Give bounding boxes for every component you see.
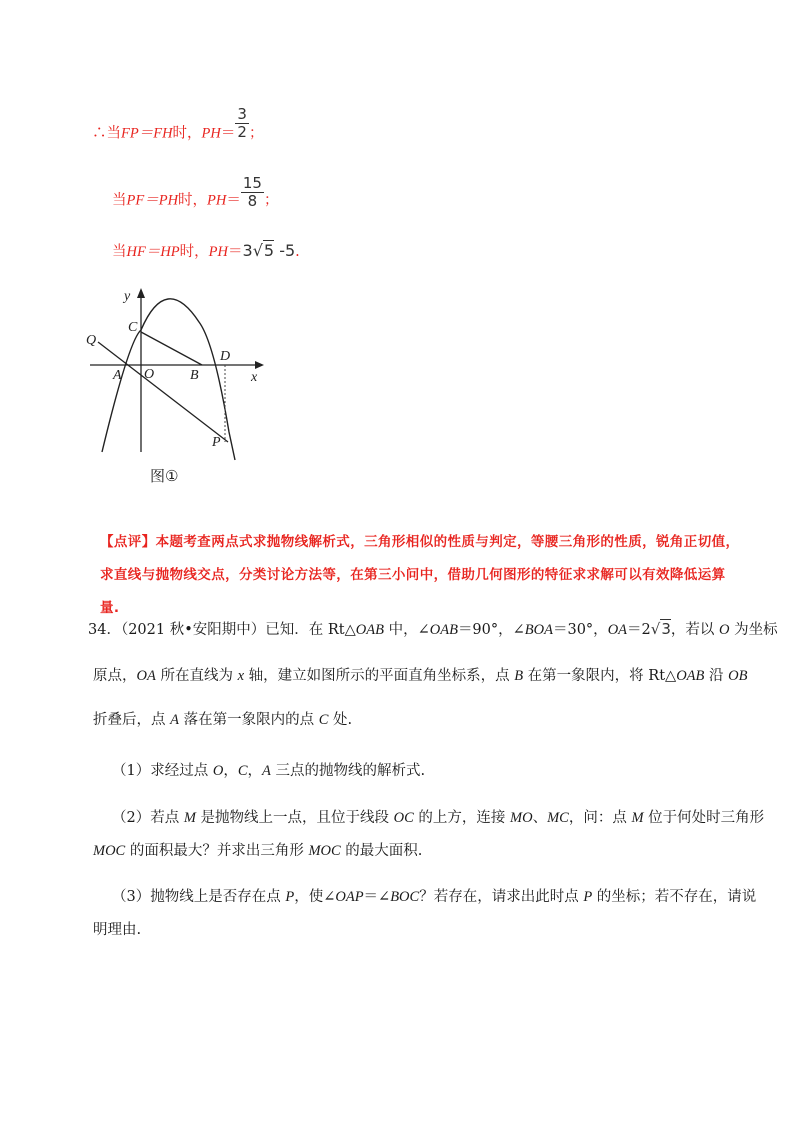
text: ， <box>223 763 238 779</box>
text: 时， <box>179 244 209 260</box>
problem-source: （2021 秋•安阳期中） <box>120 622 266 638</box>
denominator: 8 <box>247 192 258 210</box>
text: 已知．在 Rt△ <box>265 622 356 638</box>
point-name: C <box>237 763 248 779</box>
fraction <box>241 175 264 210</box>
condition: PF＝PH <box>126 192 179 209</box>
numerator: 15 <box>242 174 262 192</box>
y-axis-label: y <box>124 289 131 304</box>
point-name: C <box>318 712 329 728</box>
y-axis-arrow <box>137 288 145 298</box>
text: 的坐标；若不存在，请说 <box>592 889 757 905</box>
question-2-line-2 <box>93 839 422 860</box>
question-3-line-1 <box>112 885 756 906</box>
point-name: B <box>514 668 524 684</box>
fraction <box>235 106 249 141</box>
point-name: M <box>631 810 644 826</box>
problem-number: 34． <box>88 622 121 638</box>
text: ＝30°， <box>552 622 608 638</box>
problem-line-3 <box>93 708 352 729</box>
question-1 <box>112 759 425 780</box>
point-name: P <box>285 889 295 905</box>
point-p-label: P <box>212 435 221 450</box>
text: 是抛物线上一点，且位于线段 <box>195 810 394 826</box>
text: 折叠后，点 <box>93 712 171 728</box>
text: ＝2 <box>627 622 651 638</box>
equals: ＝ <box>228 244 243 260</box>
solution-line-2 <box>112 174 279 218</box>
punct: ； <box>263 192 279 209</box>
variable: PH <box>208 244 229 260</box>
condition: FP＝FH <box>121 125 173 142</box>
variable: PH <box>201 125 221 142</box>
text: 沿 <box>704 668 729 684</box>
therefore-prefix: ∴当 <box>92 125 121 142</box>
punct: ； <box>248 125 264 142</box>
point-o-label: O <box>144 367 155 382</box>
angle-name: BOC <box>390 889 420 905</box>
segment-name: MC <box>547 810 569 826</box>
condition: HF＝HP <box>126 244 180 260</box>
problem-line-1 <box>88 618 778 639</box>
triangle-name: OAB <box>355 622 384 638</box>
text: 轴，建立如图所示的平面直角坐标系，点 <box>244 668 515 684</box>
comment-text: 本题考查两点式求抛物线解析式，三角形相似的性质与判定，等腰三角形的性质，锐角正切值，求直线与抛物线交点，分类讨论方法等，在第三小问中，借助几何图形的特征求求解可以有效降低运算量. <box>100 534 740 616</box>
comment-block <box>100 526 740 625</box>
comment-tag: 【点评】 <box>100 534 156 550</box>
angle-name: OAB <box>429 622 458 638</box>
segment-name: MO <box>510 810 533 826</box>
text: ＝∠ <box>363 889 391 905</box>
text: 中，∠ <box>383 622 430 638</box>
numerator: 3 <box>237 105 247 123</box>
solution-line-1 <box>92 105 264 151</box>
point-name: M <box>183 810 196 826</box>
text: ，使∠ <box>294 889 336 905</box>
point-c-label: C <box>128 320 138 335</box>
angle-name: OAP <box>335 889 364 905</box>
equals: ＝ <box>226 192 241 209</box>
text: 位于何处时三角形 <box>643 810 765 826</box>
text: ＝90°，∠ <box>457 622 525 638</box>
x-axis-arrow <box>255 361 264 369</box>
text: 处. <box>328 712 353 728</box>
problem-line-2 <box>93 664 747 685</box>
text: ， <box>247 763 262 779</box>
text: 原点， <box>93 668 137 684</box>
text: 时， <box>178 192 208 209</box>
text: 明理由. <box>93 922 142 938</box>
x-axis-label: x <box>251 370 258 385</box>
point-name: P <box>583 889 593 905</box>
prefix: 当 <box>112 192 127 209</box>
point-b-label: B <box>190 368 199 383</box>
sqrt-symbol: √5 <box>252 241 275 260</box>
segment-name: OA <box>136 668 156 684</box>
text: （3）抛物线上是否存在点 <box>112 889 286 905</box>
text: 所在直线为 <box>155 668 238 684</box>
text: ？若存在，请求出此时点 <box>419 889 584 905</box>
segment-cb <box>141 332 202 365</box>
text: （2）若点 <box>112 810 184 826</box>
segment-name: OB <box>728 668 748 684</box>
parabola-figure <box>84 282 274 492</box>
segment-name: OA <box>607 622 628 638</box>
punct: . <box>295 244 300 260</box>
point-name: O <box>718 622 730 638</box>
point-name: A <box>262 763 271 779</box>
coefficient: 3 <box>242 241 253 260</box>
text: 、 <box>532 810 548 826</box>
text: 落在第一象限内的点 <box>178 712 319 728</box>
point-name: A <box>170 712 179 728</box>
figure-caption: 图① <box>150 467 179 485</box>
text: （1）求经过点 <box>112 763 213 779</box>
text: ，若以 <box>670 622 719 638</box>
text: 在第一象限内，将 Rt△ <box>523 668 677 684</box>
triangle-name: MOC <box>93 843 126 859</box>
text: 时， <box>172 125 202 142</box>
sqrt-symbol: √3 <box>650 620 671 638</box>
triangle-name: MOC <box>308 843 341 859</box>
solution-line-3 <box>112 240 300 261</box>
text: 的上方，连接 <box>413 810 511 826</box>
text: 的最大面积. <box>340 843 423 859</box>
angle-name: BOA <box>524 622 553 638</box>
remainder: -5 <box>279 241 296 260</box>
equals: ＝ <box>220 125 236 142</box>
point-q-label: Q <box>86 333 97 348</box>
segment-name: OC <box>393 810 414 826</box>
text: 为坐标 <box>729 622 778 638</box>
point-d-label: D <box>220 349 231 364</box>
variable: PH <box>207 192 227 209</box>
question-3-line-2 <box>93 918 141 939</box>
triangle-name: OAB <box>676 668 705 684</box>
question-2-line-1 <box>112 806 764 827</box>
radicand: 5 <box>263 241 275 260</box>
radical-expression <box>243 241 296 260</box>
axis-name: x <box>237 668 244 684</box>
text: 三点的抛物线的解析式. <box>270 763 426 779</box>
radicand: 3 <box>661 620 671 638</box>
prefix: 当 <box>112 244 127 260</box>
point-a-label: A <box>113 368 122 383</box>
point-name: O <box>212 763 224 779</box>
text: ，问：点 <box>568 810 632 826</box>
denominator: 2 <box>237 123 247 141</box>
text: 的面积最大？并求出三角形 <box>125 843 309 859</box>
